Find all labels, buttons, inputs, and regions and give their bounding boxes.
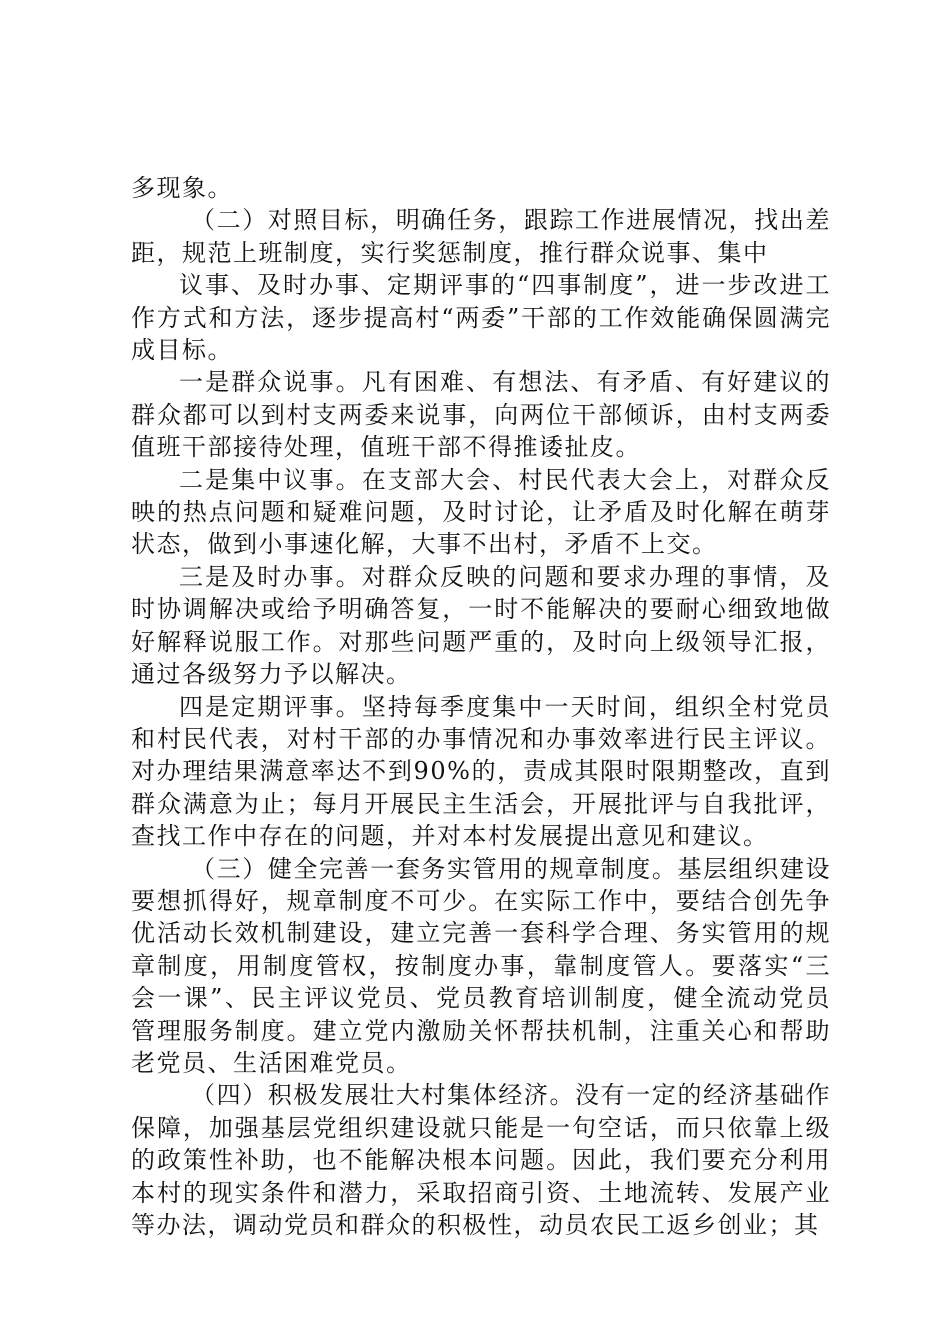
paragraph-section-two: （二）对照目标，明确任务，跟踪工作进展情况，找出差距，规范上班制度，实行奖惩制度，推行群众说事、集中 [131, 206, 831, 267]
paragraph-continuation: 多现象。 [131, 174, 233, 202]
paragraph-collective-discussion: 二是集中议事。在支部大会、村民代表大会上，对群众反映的热点问题和疑难问题，及时讨论，让矛盾及时化解在萌芽状态，做到小事速化解，大事不出村，矛盾不上交。 [131, 465, 831, 559]
paragraph-timely-handling: 三是及时办事。对群众反映的问题和要求办理的事情，及时协调解决或给予明确答复，一时不能解决的要耐心细致地做好解释说服工作。对那些问题严重的，及时向上级领导汇报，通过各级努力予以解决。 [131, 562, 831, 689]
paragraph-section-three: （三）健全完善一套务实管用的规章制度。基层组织建设要想抓得好，规章制度不可少。在实际工作中，要结合创先争优活动长效机制建设，建立完善一套科学合理、务实管用的规章制度，用制度管权，按制度办事，靠制度管人。要落实“三会一课”、民主评议党员、党员教育培训制度，健全流动党员管理服务制度。建立党内激励关怀帮扶机制，注重关心和帮助老党员、生活困难党员。 [131, 854, 831, 1077]
paragraph-four-systems: 议事、及时办事、定期评事的“四事制度”，进一步改进工作方式和方法，逐步提高村“两委”干部的工作效能确保圆满完成目标。 [131, 271, 831, 365]
document-body [131, 172, 831, 1241]
paragraph-section-four: （四）积极发展壮大村集体经济。没有一定的经济基础作保障，加强基层党组织建设就只能是一句空话，而只依靠上级的政策性补助，也不能解决根本问题。因此，我们要充分利用本村的现实条件和潜力，采取招商引资、土地流转、发展产业等办法，调动党员和群众的积极性，动员农民工返乡创业；其 [131, 1081, 831, 1239]
paragraph-mass-talk: 一是群众说事。凡有困难、有想法、有矛盾、有好建议的群众都可以到村支两委来说事，向两位干部倾诉，由村支两委值班干部接待处理，值班干部不得推诿扯皮。 [131, 368, 831, 462]
paragraph-regular-evaluation: 四是定期评事。坚持每季度集中一天时间，组织全村党员和村民代表，对村干部的办事情况和办事效率进行民主评议。对办理结果满意率达不到90%的，责成其限时限期整改，直到群众满意为止；每月开展民主生活会，开展批评与自我批评，查找工作中存在的问题，并对本村发展提出意见和建议。 [131, 692, 831, 851]
